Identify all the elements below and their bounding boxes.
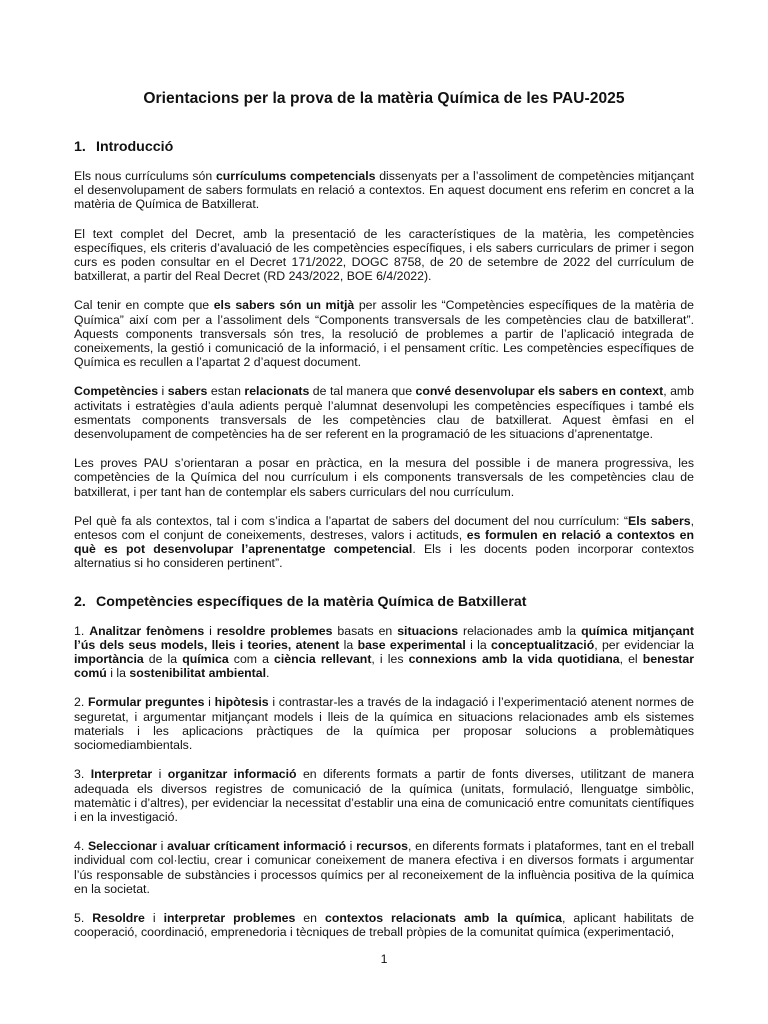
text-run: Cal tenir en compte que xyxy=(74,298,214,313)
text-run: i xyxy=(158,384,168,399)
text-run: i xyxy=(144,910,164,925)
bold-run: sabers xyxy=(167,384,208,399)
bold-run: química xyxy=(182,652,229,667)
bold-run: ciència rellevant xyxy=(274,652,372,667)
text-run: de la xyxy=(143,652,183,667)
text-run: i contrastar-les a través de la indagació i l’experimentació atenent normes de seguretat, i argumentar mitjançant models i lleis de la química en situacions relacionades amb els sistemes materials i les aplicacions pràctiques de la química per proposar solucions a problemàtiques sociomediambientals. xyxy=(74,695,695,753)
section-number: 1. xyxy=(74,139,86,155)
text-run: estan xyxy=(207,384,245,399)
bold-run: base experimental xyxy=(357,637,466,652)
document-title: Orientacions per la prova de la matèria Química de les PAU-2025 xyxy=(143,90,625,107)
paragraph xyxy=(74,227,694,284)
bold-run: Interpretar xyxy=(90,767,153,782)
text-run: la xyxy=(339,637,358,652)
bold-run: connexions amb la vida quotidiana xyxy=(408,652,620,667)
document-page xyxy=(74,90,694,954)
competency-item xyxy=(74,911,694,939)
bold-run: Els sabers xyxy=(628,513,691,528)
text-run: , en diferents formats i plataformes, tant en el treball individual com col·lectiu, crear i comunicar coneixement de manera efectiva i en diversos formats i argumentar l’ús responsable de substàncies i processos químics per al reconeixement de la influència positiva de la química en la societat. xyxy=(74,839,694,896)
text-run: . xyxy=(266,666,270,681)
text-run: com a xyxy=(228,652,275,667)
text-run: i xyxy=(204,623,217,638)
text-run: , el xyxy=(619,652,643,667)
bold-run: interpretar problemes xyxy=(163,910,296,925)
paragraph xyxy=(74,384,694,441)
text-run: , entesos com el conjunt de coneixements, destreses, valors i actituds, xyxy=(74,513,694,543)
text-run: Les proves PAU s’orientaran a posar en pràctica, en la mesura del possible i de manera progressiva, les competències de la Química del nou currículum i els components transversals de les competències clau de batxillerat, i per tant han de contemplar els sabers curriculars del nou currículum. xyxy=(74,456,694,499)
text-run: , aplicant habilitats de cooperació, coordinació, emprenedoria i tècniques de treball pròpies de la comunitat química (experimentació, xyxy=(74,910,694,940)
text-run: . Els i les docents poden incorporar contextos alternatius si ho consideren pertinent”. xyxy=(74,542,694,571)
text-run: Els nous currículums són xyxy=(74,169,216,183)
bold-run: Competències xyxy=(74,384,159,399)
competency-item xyxy=(74,695,694,752)
paragraph xyxy=(74,298,694,369)
bold-run: contextos relacionats amb la química xyxy=(324,910,562,925)
competency-item xyxy=(74,839,694,896)
bold-run: química mitjançant l’ús dels seus models, lleis i teories, atenent xyxy=(74,623,694,652)
section-number: 2. xyxy=(74,593,86,610)
bold-run: situacions xyxy=(397,623,459,638)
bold-run: Formular preguntes xyxy=(87,695,205,710)
text-run: 5. xyxy=(74,910,93,925)
bold-run: Seleccionar xyxy=(87,839,157,854)
text-run: , amb activitats i estratègies d’aula adients perquè l’alumnat desenvolupi les competències específiques i també els esmentats components transversals de les competències clau de batxillerat. Aquest èmfasi en el desenvolupament de competències ha de ser referent en la programació de les situacions d’aprenentatge. xyxy=(74,384,694,442)
page-number: 1 xyxy=(380,952,388,966)
text-run: i la xyxy=(106,666,130,681)
bold-run: currículums competencials xyxy=(215,169,376,183)
text-run: 3. xyxy=(74,767,91,782)
text-run: i xyxy=(152,767,168,782)
section-heading-competencies xyxy=(74,594,694,611)
paragraph xyxy=(74,456,694,499)
text-run: i xyxy=(204,695,215,710)
text-run: per assolir les “Competències específiques de la matèria de Química” així com per a l’assoliment dels “Components transversals de les competències clau de batxillerat”. Aquests components transversals són tres, la resolució de problemes a partir de l’aplicació integrada de coneixements, la gestió i comunicació de la informació, i el pensament crític. Les competències específiques de Química es recullen a l’apartat 2 d’aquest document. xyxy=(74,298,694,370)
bold-run: organitzar informació xyxy=(167,767,297,782)
bold-run: conceptualització xyxy=(491,637,595,652)
paragraph xyxy=(74,514,694,571)
text-run: basats en xyxy=(332,623,398,638)
text-run: i xyxy=(156,839,168,854)
section-heading-introduccio xyxy=(74,139,694,156)
section-title: Competències específiques de la matèria Química de Batxillerat xyxy=(96,593,527,610)
text-run: El text complet del Decret, amb la presentació de les característiques de la matèria, les competències específiques, els criteris d’avaluació de les competències específiques, i els sabers curriculars de primer i segon curs es poden consultar en el Decret 171/2022, DOGC 8758, de 20 de setembre de 2022 del currículum de batxillerat, a partir del Real Decret (RD 243/2022, BOE 6/4/2022). xyxy=(74,226,694,284)
text-run: i xyxy=(345,839,357,854)
text-run: , i les xyxy=(371,652,409,667)
text-run: 4. xyxy=(74,839,88,854)
bold-run: importància xyxy=(74,652,144,667)
competency-item xyxy=(74,767,694,824)
text-run: dissenyats per a l’assoliment de competències mitjançant el desenvolupament de sabers formulats en relació a contextos. En aquest document ens referim en concret a la matèria de Química de Batxillerat. xyxy=(74,169,694,212)
text-run: , per evidenciar la xyxy=(594,637,695,652)
competency-item xyxy=(74,624,694,681)
text-run: en diferents formats a partir de fonts diverses, utilitzant de manera adequada els diversos registres de comunicació de la química (unitats, formulació, llenguatge simbòlic, matemàtic i d’altres), per evidenciar la necessitat d’establir una eina de comunicació entre comunitats científiques i en la investigació. xyxy=(74,767,694,824)
paragraph xyxy=(74,169,694,212)
text-run: i la xyxy=(465,637,492,652)
bold-run: hipòtesis xyxy=(214,695,269,710)
text-run: 1. xyxy=(74,623,90,638)
section-title: Introducció xyxy=(96,139,174,155)
bold-run: resoldre problemes xyxy=(216,623,333,638)
bold-run: Analitzar fenòmens xyxy=(89,623,205,638)
text-run: 2. xyxy=(74,695,88,710)
bold-run: es formulen en relació a contextos en què es pot desenvolupar l’aprenentatge competencial xyxy=(74,528,694,557)
text-run: de tal manera que xyxy=(309,384,416,399)
text-run: relacionades amb la xyxy=(458,623,582,638)
bold-run: benestar comú xyxy=(74,652,694,681)
bold-run: sostenibilitat ambiental xyxy=(129,666,267,681)
bold-run: els sabers són un mitjà xyxy=(213,298,355,313)
bold-run: relacionats xyxy=(244,384,310,399)
text-run: Pel què fa als contextos, tal i com s’indica a l’apartat de sabers del document del nou currículum: “ xyxy=(74,513,628,528)
bold-run: avaluar críticament informació xyxy=(167,839,346,854)
bold-run: recursos xyxy=(356,839,409,854)
bold-run: Resoldre xyxy=(92,910,145,925)
text-run: en xyxy=(295,910,325,925)
bold-run: convé desenvolupar els sabers en context xyxy=(415,384,664,399)
